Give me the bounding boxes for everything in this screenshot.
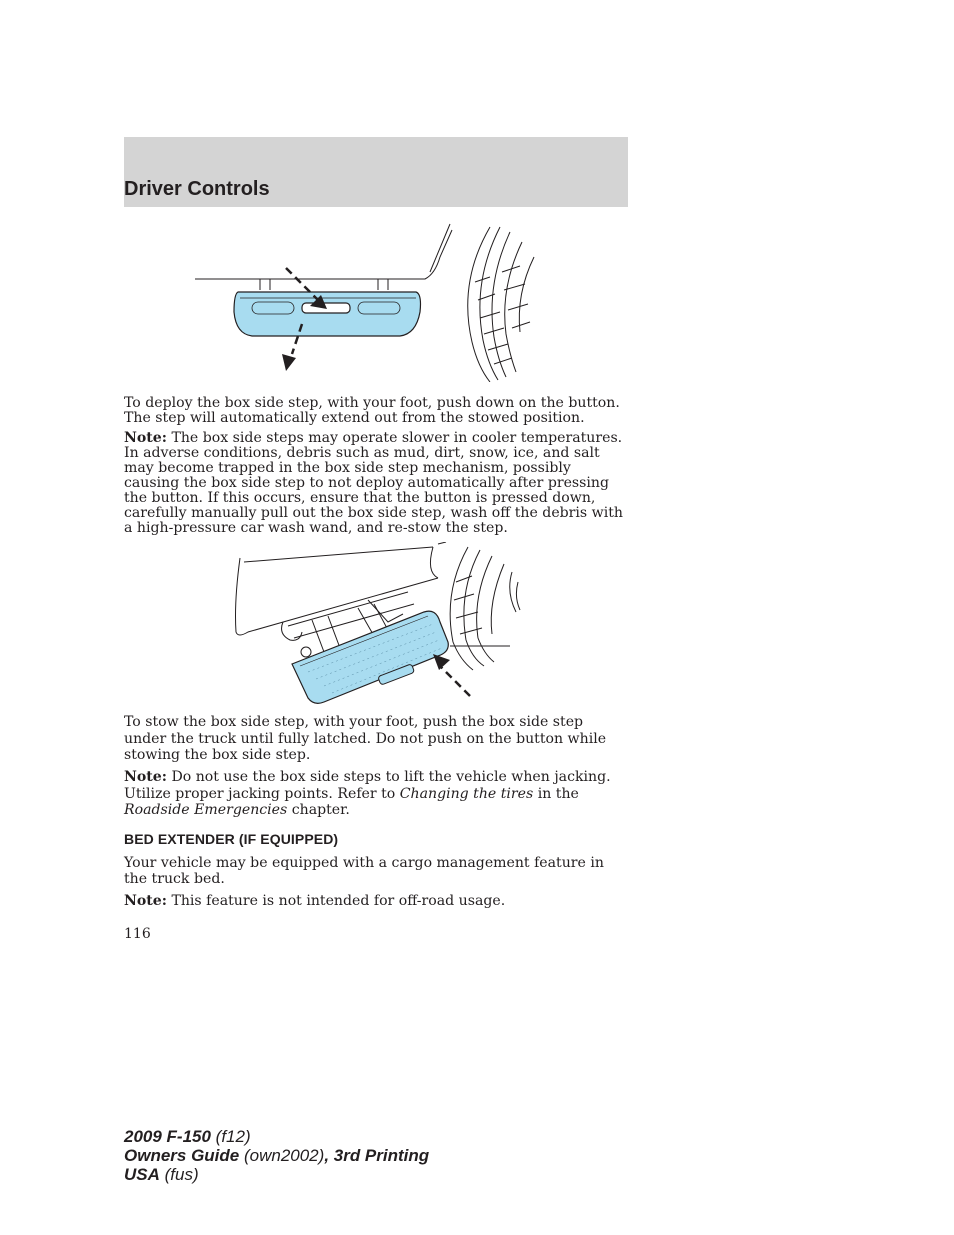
document-footer <box>124 1127 429 1184</box>
page-number: 116 <box>124 926 151 942</box>
cross-reference-link[interactable]: Changing the tires <box>399 785 534 802</box>
note-text: in the <box>533 785 579 802</box>
deploy-paragraph: To deploy the box side step, with your foot, push down on the button. The step will automatically extend out from the stowed position. <box>124 395 620 426</box>
stowed-step-illustration <box>190 222 540 382</box>
footer-printing: , 3rd Printing <box>324 1146 430 1165</box>
footer-region-line <box>124 1165 429 1184</box>
section-heading: BED EXTENDER (IF EQUIPPED) <box>124 831 339 847</box>
footer-region: USA <box>124 1165 160 1184</box>
section-title: Driver Controls <box>124 178 270 200</box>
footer-model-code: (f12) <box>210 1127 251 1146</box>
chapter-reference-link[interactable]: Roadside Emergencies <box>124 802 288 818</box>
bed-extender-paragraph: Your vehicle may be equipped with a cargo management feature in the truck bed. <box>124 855 604 887</box>
header-band <box>124 137 628 207</box>
deployed-step-illustration <box>228 542 528 708</box>
footer-model: 2009 F-150 <box>124 1127 211 1146</box>
stow-paragraph: To stow the box side step, with your foot, push the box side step under the truck until fully latched. Do not push on the button while stowing the box side step. <box>124 714 607 763</box>
note-label: Note: <box>124 430 167 446</box>
note-text: chapter. <box>287 802 350 818</box>
note-text: This feature is not intended for off-road usage. <box>166 893 506 909</box>
note-paragraph-1 <box>124 431 624 536</box>
footer-guide-line <box>124 1146 429 1165</box>
footer-model-line <box>124 1127 429 1146</box>
note-paragraph-2 <box>124 769 624 819</box>
note-paragraph-3 <box>124 894 624 909</box>
footer-region-code: (fus) <box>159 1165 199 1184</box>
note-text: Do not use the box side steps to lift the vehicle when jacking. Utilize proper jacking points. Refer to <box>124 769 611 802</box>
note-label: Note: <box>124 893 167 909</box>
note-label: Note: <box>124 769 167 785</box>
note-text: The box side steps may operate slower in cooler temperatures. In adverse conditions, debris such as mud, dirt, snow, ice, and salt may become trapped in the box side step mechanism, possibly causing the box side step to not deploy automatically after pressing the button. If this occurs, ensure that the button is pressed down, carefully manually pull out the box side step, wash off the debris with a high-pressure car wash wand, and re-stow the step. <box>124 430 623 536</box>
footer-guide-code: (own2002) <box>239 1146 325 1165</box>
footer-guide: Owners Guide <box>124 1146 240 1165</box>
